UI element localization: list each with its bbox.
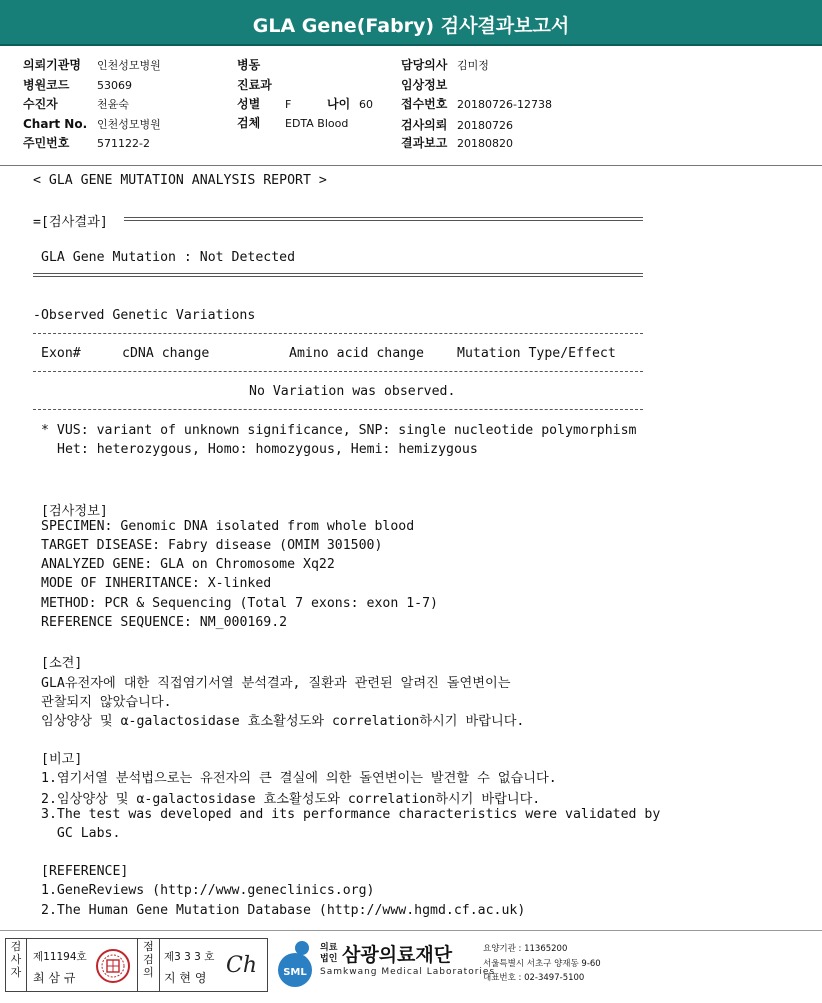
double-rule: [124, 217, 643, 221]
opinion-line: GLA유전자에 대한 직접염기서열 분석결과, 질환과 관련된 알려진 돌연변이는: [41, 676, 511, 691]
info-line: REFERENCE SEQUENCE: NM_000169.2: [41, 615, 288, 630]
opinion-line: 관찰되지 않았습니다.: [41, 695, 172, 710]
inspector-name: 최 삼 규: [33, 971, 76, 985]
table-header-cdna: cDNA change: [122, 346, 210, 361]
field-physician: 담당의사 김미정: [401, 58, 489, 72]
header-divider: [0, 165, 822, 166]
field-specimen: 검체 EDTA Blood: [237, 116, 349, 130]
remarks-line: 2.임상양상 및 α-galactosidase 효소활성도와 correlation하시기 바랍니다.: [41, 792, 541, 807]
field-sex: 성별 F: [237, 97, 292, 111]
footer-divider: [0, 930, 822, 931]
table-header-amino: Amino acid change: [289, 346, 424, 361]
remarks-line: GC Labs.: [41, 826, 121, 841]
note-line: Het: heterozygous, Homo: homozygous, Hemi: hemizygous: [57, 442, 478, 457]
org-prefix: 의료 법인: [320, 943, 338, 964]
field-department: 진료과: [237, 78, 272, 92]
remarks-line: 1.염기서열 분석법으로는 유전자의 큰 결실에 의한 돌연변이는 발견할 수 없습니다.: [41, 771, 557, 786]
dashed-rule: [33, 333, 643, 334]
inspector-label: 검사자: [10, 940, 22, 979]
reference-section-title: [REFERENCE]: [41, 864, 129, 879]
note-line: * VUS: variant of unknown significance, SNP: single nucleotide polymorphism: [41, 423, 637, 438]
reviewer-label: 점검의: [143, 940, 154, 979]
logo-text: SML: [283, 967, 307, 978]
info-section-title: [검사정보]: [41, 504, 108, 519]
mutation-result: GLA Gene Mutation : Not Detected: [41, 250, 296, 265]
dashed-rule: [33, 371, 643, 372]
org-address: 서울특별시 서초구 양재동 9-60: [483, 959, 601, 969]
field-age: 나이 60: [327, 97, 373, 111]
opinion-line: 임상양상 및 α-galactosidase 효소활성도와 correlation하시기 바랍니다.: [41, 714, 525, 729]
info-line: ANALYZED GENE: GLA on Chromosome Xq22: [41, 557, 335, 572]
field-receipt-no: 접수번호 20180726-12738: [401, 97, 552, 111]
field-clinical-info: 임상정보: [401, 78, 448, 92]
org-name-en: Samkwang Medical Laboratories: [320, 967, 496, 977]
signature: Ch: [226, 953, 258, 978]
org-phone: 대표번호 : 02-3497-5100: [483, 973, 585, 983]
sml-logo-icon: [272, 939, 318, 989]
info-line: TARGET DISEASE: Fabry disease (OMIM 301500): [41, 538, 383, 553]
org-code: 요양기관 : 11365200: [483, 944, 568, 954]
report-title: GLA Gene(Fabry) 검사결과보고서: [252, 15, 570, 37]
result-section-label: =[검사결과]: [33, 215, 108, 230]
table-header-exon: Exon#: [41, 346, 81, 361]
report-footer: [0, 937, 822, 1003]
remarks-line: 3.The test was developed and its performance characteristics were validated by: [41, 807, 661, 822]
reviewer-name: 지 현 영: [164, 971, 207, 985]
info-line: MODE OF INHERITANCE: X-linked: [41, 576, 272, 591]
info-line: SPECIMEN: Genomic DNA isolated from whole blood: [41, 519, 415, 534]
double-rule: [33, 273, 643, 277]
no-variation-text: No Variation was observed.: [249, 384, 456, 399]
patient-header: [0, 50, 822, 162]
observed-variations-title: -Observed Genetic Variations: [33, 308, 256, 323]
opinion-section-title: [소견]: [41, 656, 83, 671]
field-report-date: 결과보고 20180820: [401, 136, 513, 150]
field-patient-name: 수진자 천윤숙: [23, 97, 129, 111]
official-seal-icon: [94, 947, 132, 985]
field-request-date: 검사의뢰 20180726: [401, 118, 513, 132]
remarks-section-title: [비고]: [41, 752, 83, 767]
signature-box: [5, 938, 268, 992]
table-header-mutation-type: Mutation Type/Effect: [457, 346, 616, 361]
dashed-rule: [33, 409, 643, 410]
reference-line: 2.The Human Gene Mutation Database (http://www.hgmd.cf.ac.uk): [41, 903, 526, 918]
field-hospital-code: 병원코드 53069: [23, 78, 132, 92]
field-requesting-institution: 의뢰기관명 인천성모병원: [23, 58, 161, 72]
reviewer-license: 제3 3 3 호: [164, 951, 215, 963]
inspector-license: 제11194호: [33, 951, 87, 963]
reference-line: 1.GeneReviews (http://www.geneclinics.org): [41, 883, 375, 898]
info-line: METHOD: PCR & Sequencing (Total 7 exons: exon 1-7): [41, 596, 438, 611]
title-bar: [0, 0, 822, 46]
field-ward: 병동: [237, 58, 261, 72]
report-heading: < GLA GENE MUTATION ANALYSIS REPORT >: [33, 173, 327, 188]
field-resident-no: 주민번호 571122-2: [23, 136, 150, 150]
field-chart-no: Chart No. 인천성모병원: [23, 117, 161, 131]
org-name: 삼광의료재단: [342, 944, 453, 966]
